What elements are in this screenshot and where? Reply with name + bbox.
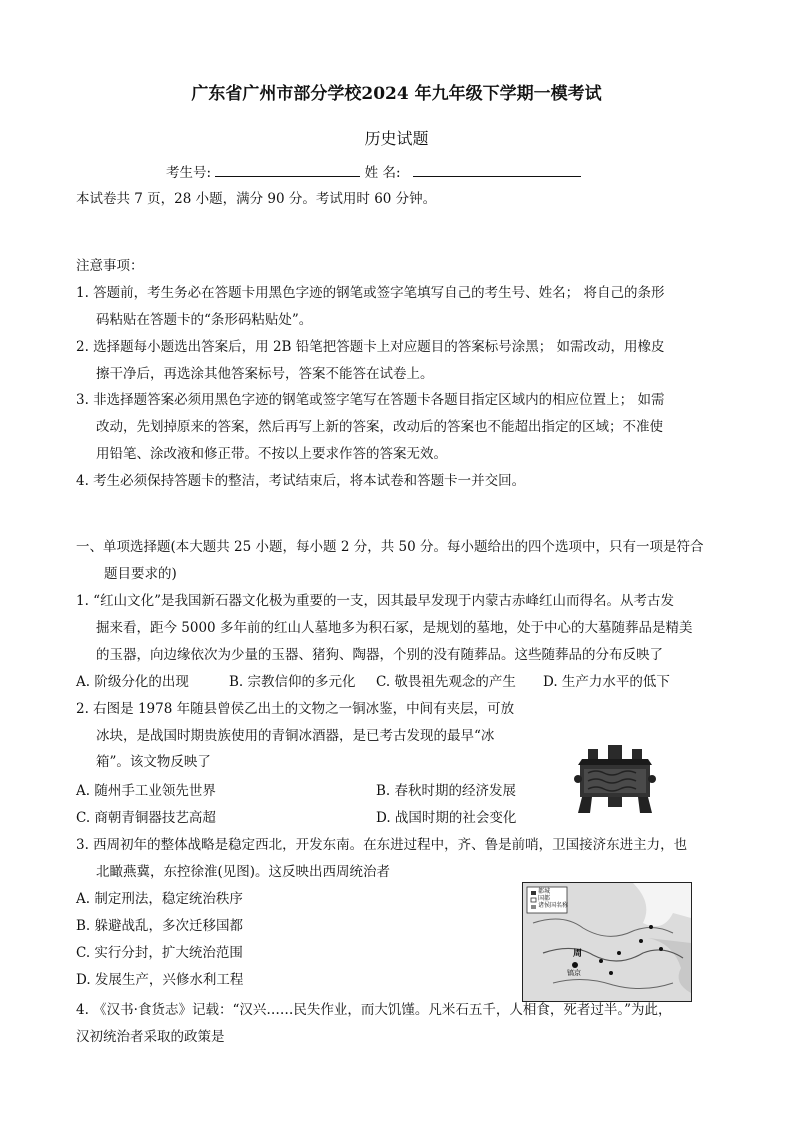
q2-stem-line-2: 冰块，是战国时期贵族使用的青铜冰酒器，是已考古发现的最早“冰: [96, 728, 495, 744]
q1-option-c[interactable]: C. 敬畏祖先观念的产生: [376, 674, 516, 690]
note-4: 4. 考生必须保持答题卡的整洁，考试结束后，将本试卷和答题卡一并交回。: [76, 473, 526, 489]
q3-option-a[interactable]: A. 制定刑法，稳定统治秩序: [76, 891, 243, 907]
q1-option-a[interactable]: A. 阶级分化的出现: [76, 674, 189, 690]
exam-title: 广东省广州市部分学校2024 年九年级下学期一模考试: [191, 84, 602, 104]
note-3-line-2: 改动，先划掉原来的答案，然后再写上新的答案，改动后的答案也不能超出指定的区域；不准使: [96, 419, 663, 435]
q4-stem-line-1: 4. 《汉书·食货志》记载：“汉兴……民失作业，而大饥馑。凡米石五千，人相食，死者过半。”为此，: [76, 1002, 672, 1018]
q2-option-c[interactable]: C. 商朝青铜器技艺高超: [76, 810, 216, 826]
note-2-line-2: 擦干净后，再选涂其他答案标号，答案不能答在试卷上。: [96, 366, 434, 382]
map-label-zhou: 周: [573, 949, 583, 959]
exam-no-blank[interactable]: [215, 162, 360, 177]
q2-option-a[interactable]: A. 随州手工业领先世界: [76, 783, 216, 799]
q3-stem-line-2: 北瞰燕冀，东控徐淮(见图)。这反映出西周统治者: [96, 864, 391, 880]
q1-stem-line-2: 掘来看，距今 5000 多年前的红山人墓地多为积石冢，是规划的墓地，处于中心的大墓随葬品是精美: [96, 620, 693, 636]
name-blank[interactable]: [413, 162, 581, 177]
q1-stem-line-3: 的玉器，向边缘依次为少量的玉器、猪狗、陶器，个别的没有随葬品。这些随葬品的分布反映了: [96, 647, 663, 663]
section-1-heading-line-2: 题目要求的): [104, 566, 177, 582]
q1-option-b[interactable]: B. 宗教信仰的多元化: [229, 674, 356, 690]
western-zhou-map: [522, 882, 692, 1002]
exam-no-label: 考生号:: [166, 165, 212, 181]
q3-option-c[interactable]: C. 实行分封，扩大统治范围: [76, 945, 243, 961]
q2-stem-line-3: 箱”。该文物反映了: [96, 754, 211, 770]
note-1-line-2: 码粘贴在答题卡的“条形码粘贴处”。: [96, 312, 313, 328]
exam-subtitle: 历史试题: [364, 129, 429, 148]
q4-stem-line-2: 汉初统治者采取的政策是: [76, 1029, 225, 1045]
q1-stem-line-1: 1. “红山文化”是我国新石器文化极为重要的一支，因其最早发现于内蒙古赤峰红山而得名。从考古发: [76, 593, 674, 609]
note-3-line-3: 用铅笔、涂改液和修正带。不按以上要求作答的答案无效。: [96, 446, 447, 462]
q1-option-d[interactable]: D. 生产力水平的低下: [543, 674, 670, 690]
notes-heading: 注意事项：: [76, 258, 144, 274]
q3-option-d[interactable]: D. 发展生产，兴修水利工程: [76, 972, 244, 988]
section-1-heading-line-1: 一、单项选择题(本大题共 25 小题，每小题 2 分，共 50 分。每小题给出的四个选项中，只有一项是符合: [76, 539, 704, 555]
name-label: 姓 名:: [364, 165, 401, 181]
bronze-ice-chest-image: [572, 741, 658, 817]
q3-stem-line-1: 3. 西周初年的整体战略是稳定西北，开发东南。在东进过程中，齐、鲁是前哨，卫国接济东进主力，也: [76, 837, 688, 853]
map-label-haojing: 镐京: [567, 969, 581, 977]
note-1-line-1: 1. 答题前，考生务必在答题卡用黑色字迹的钢笔或签字笔填写自己的考生号、姓名； 将自己的条形: [76, 285, 665, 301]
q2-option-d[interactable]: D. 战国时期的社会变化: [376, 810, 517, 826]
q2-stem-line-1: 2. 右图是 1978 年随县曾侯乙出土的文物之一铜冰鉴，中间有夹层，可放: [76, 701, 515, 717]
candidate-fields: [166, 162, 581, 183]
note-3-line-1: 3. 非选择题答案必须用黑色字迹的钢笔或签字笔写在答题卡各题目指定区域内的相应位置上； 如需: [76, 392, 665, 408]
note-2-line-1: 2. 选择题每小题选出答案后，用 2B 铅笔把答题卡上对应题目的答案标号涂黑； 如需改动，用橡皮: [76, 339, 665, 355]
map-legend-1: 都城: [538, 888, 551, 895]
q3-option-b[interactable]: B. 躲避战乱，多次迁移国都: [76, 918, 244, 934]
map-legend-3: 诸侯国名称: [538, 902, 569, 909]
q2-option-b[interactable]: B. 春秋时期的经济发展: [376, 783, 517, 799]
exam-info: 本试卷共 7 页，28 小题，满分 90 分。考试用时 60 分钟。: [76, 191, 437, 207]
map-legend-2: 国都: [538, 895, 551, 902]
